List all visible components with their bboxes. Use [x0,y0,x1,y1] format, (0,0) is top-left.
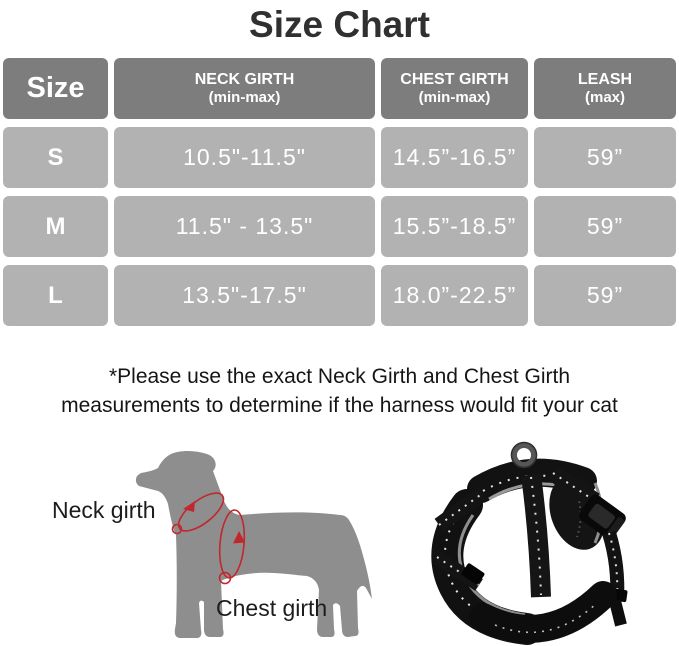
page-title: Size Chart [249,4,430,45]
belly-pad [483,595,603,629]
header-line2: (min-max) [208,89,281,107]
neck-girth-value-l: 13.5"-17.5" [114,265,375,326]
col-header-neck-girth [114,58,375,119]
col-header-chest-girth [381,58,528,119]
chest-girth-value-m: 15.5”-18.5” [381,196,528,257]
col-header-leash [534,58,676,119]
row-label-l: L [3,265,108,326]
harness-product-photo [425,425,679,646]
neck-girth-value-s: 10.5"-11.5" [114,127,375,188]
leash-value-s: 59” [534,127,676,188]
header-line1: LEASH [577,70,633,88]
size-table [3,58,676,326]
fit-note [0,362,679,420]
row-label-m: M [3,196,108,257]
leash-value-m: 59” [534,196,676,257]
header-line1: CHEST GIRTH [400,70,509,88]
chest-girth-label: Chest girth [216,595,328,621]
neck-girth-label: Neck girth [52,497,156,523]
header-line1: NECK GIRTH [194,70,295,88]
chest-girth-value-l: 18.0”-22.5” [381,265,528,326]
fit-note-line2: measurements to determine if the harness would fit your cat [61,394,618,417]
neck-girth-value-m: 11.5" - 13.5" [114,196,375,257]
row-label-s: S [3,127,108,188]
leash-value-l: 59” [534,265,676,326]
chest-vertical-strap [531,475,541,597]
fit-note-line1: *Please use the exact Neck Girth and Chest Girth [108,365,571,388]
header-line2: (min-max) [418,89,491,107]
header-line2: (max) [584,89,625,107]
strap-tip [615,601,621,625]
chest-girth-value-s: 14.5”-16.5” [381,127,528,188]
col-header-size: Size [3,58,108,119]
